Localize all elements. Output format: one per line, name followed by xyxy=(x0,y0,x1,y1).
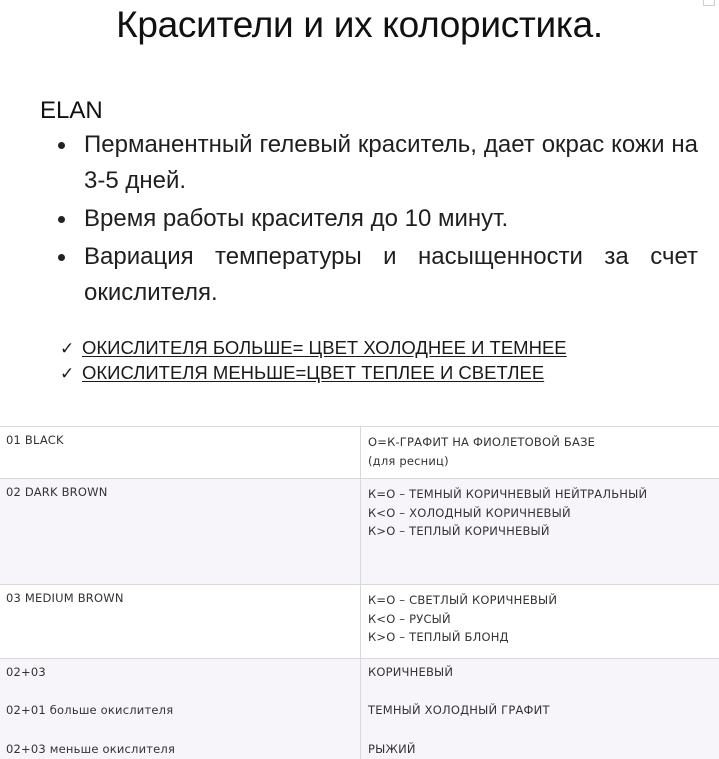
bullet-dot-icon xyxy=(58,254,65,261)
table-row xyxy=(0,585,719,659)
check-item: ✓ ОКИСЛИТЕЛЯ МЕНЬШЕ=ЦВЕТ ТЕПЛЕЕ И СВЕТЛЕЕ xyxy=(60,361,567,386)
column-divider xyxy=(360,585,361,658)
row-shade-name: 01 BLACK xyxy=(6,433,64,447)
row-shade-description: К=О – СВЕТЛЫЙ КОРИЧНЕВЫЙ К<О – РУСЫЙ К>О – ТЕПЛЫЙ БЛОНД xyxy=(368,593,558,644)
column-divider xyxy=(360,659,361,759)
check-item: ✓ ОКИСЛИТЕЛЯ БОЛЬШЕ= ЦВЕТ ХОЛОДНЕЕ И ТЕМНЕЕ xyxy=(60,336,567,361)
page-title: Красители и их колористика. xyxy=(116,4,603,45)
mix-formula: 02+01 больше окислителя xyxy=(6,703,174,717)
mix-result: ТЕМНЫЙ ХОЛОДНЫЙ ГРАФИТ xyxy=(368,703,550,717)
row-shade-name: 03 MEDIUM BROWN xyxy=(6,591,124,605)
table-row-mixes xyxy=(0,659,719,759)
mix-formula: 02+03 меньше окислителя xyxy=(6,742,176,756)
bullet-item: Время работы красителя до 10 минут. xyxy=(58,201,698,237)
column-divider xyxy=(360,479,361,584)
checkmark-icon: ✓ xyxy=(60,339,75,358)
table-row xyxy=(0,427,719,479)
bullet-item: Вариация температуры и насыщенности за счет окислителя. xyxy=(58,239,698,311)
color-table xyxy=(0,426,719,759)
bullet-dot-icon xyxy=(58,216,65,223)
checkmark-icon: ✓ xyxy=(60,364,75,383)
column-divider xyxy=(360,427,361,478)
brand-heading: ELAN xyxy=(40,97,103,124)
bullet-item: Перманентный гелевый краситель, дает окрас кожи на 3-5 дней. xyxy=(58,127,698,199)
mix-result: КОРИЧНЕВЫЙ xyxy=(368,665,454,679)
check-list xyxy=(60,336,567,386)
row-shade-description: О=К-ГРАФИТ НА ФИОЛЕТОВОЙ БАЗЕ (для ресниц) xyxy=(368,435,596,468)
mix-result: РЫЖИЙ xyxy=(368,742,416,756)
row-shade-description: К=О – ТЕМНЫЙ КОРИЧНЕВЫЙ НЕЙТРАЛЬНЫЙ К<О – ХОЛОДНЫЙ КОРИЧНЕВЫЙ К>О – ТЕПЛЫЙ КОРИЧНЕВЫЙ xyxy=(368,487,648,538)
row-shade-name: 02 DARK BROWN xyxy=(6,485,108,499)
bullet-list xyxy=(58,127,698,313)
mix-formula: 02+03 xyxy=(6,665,46,679)
bullet-dot-icon xyxy=(58,142,65,149)
table-row xyxy=(0,479,719,585)
